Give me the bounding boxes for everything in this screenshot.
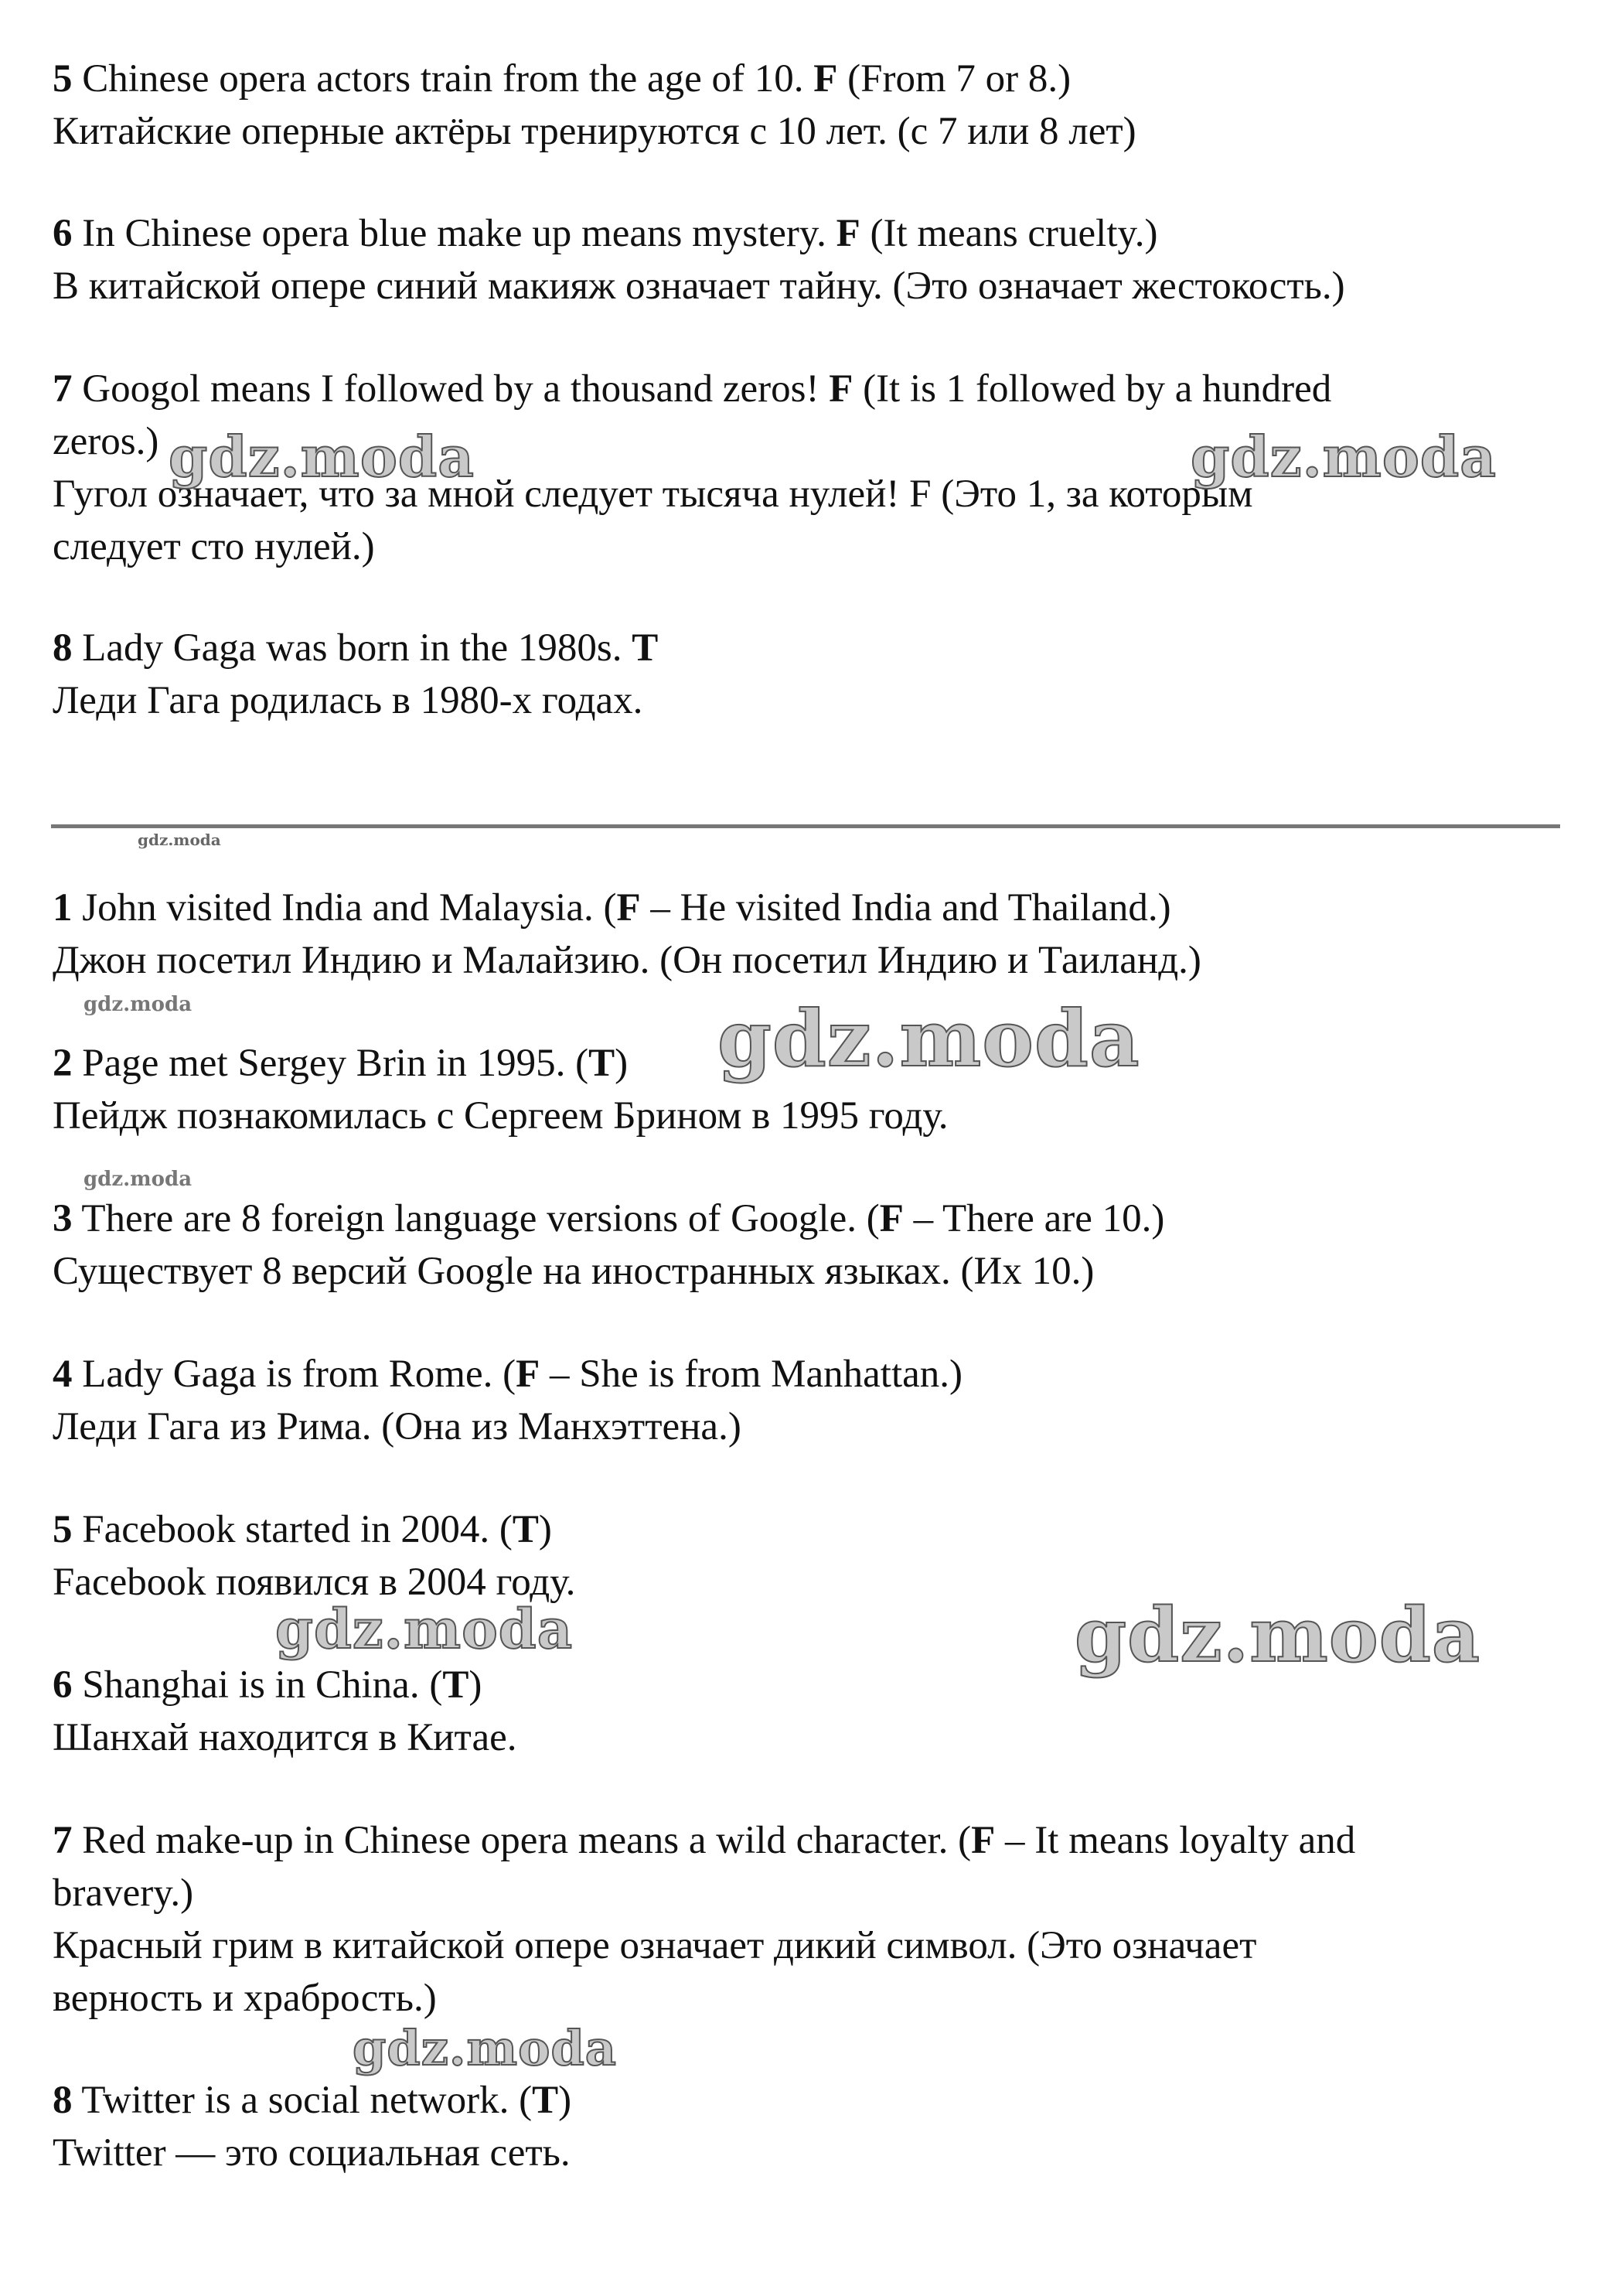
statement-text: Lady Gaga is from Rome. (	[82, 1353, 516, 1396]
item-number: 6	[53, 212, 73, 255]
statement-text: Shanghai is in China. (	[82, 1663, 443, 1707]
russian-translation: Пейдж познакомилась с Сергеем Брином в 1995 году.	[53, 1094, 949, 1138]
english-statement-continued: zeros.)	[53, 420, 159, 463]
russian-translation: Гугол означает, что за мной следует тысяча нулей! F (Это 1, за которым	[53, 473, 1253, 516]
item-number: 7	[53, 1819, 73, 1862]
answer-item-part2-4	[53, 1348, 1568, 1453]
correction-text: – It means loyalty and	[995, 1819, 1356, 1862]
answer-item-part2-1	[53, 882, 1568, 987]
verdict-mark: T	[512, 1508, 539, 1551]
correction-text: (From 7 or 8.)	[847, 57, 1072, 101]
english-statement	[53, 2074, 1568, 2127]
answer-item-part2-7	[53, 1814, 1568, 2025]
english-statement	[53, 363, 1568, 415]
russian-translation: Twitter — это социальная сеть.	[53, 2131, 571, 2175]
item-number: 8	[53, 2079, 73, 2122]
verdict-mark: T	[588, 1042, 615, 1085]
statement-text: Page met Sergey Brin in 1995. (	[82, 1042, 589, 1085]
english-statement	[53, 53, 1568, 105]
statement-text: Red make-up in Chinese opera means a wild character. (	[82, 1819, 972, 1862]
russian-translation: Шанхай находится в Китае.	[53, 1716, 517, 1759]
item-number: 1	[53, 886, 73, 930]
english-statement-continued: bravery.)	[53, 1871, 194, 1915]
verdict-mark: F	[516, 1353, 540, 1396]
statement-text: John visited India and Malaysia. (	[82, 886, 617, 930]
verdict-mark: T	[532, 2079, 559, 2122]
correction-text: – He visited India and Thailand.)	[640, 886, 1171, 930]
russian-translation: Леди Гага из Рима. (Она из Манхэттена.)	[53, 1405, 741, 1448]
verdict-mark: T	[632, 626, 659, 670]
statement-text: Chinese opera actors train from the age of 10.	[82, 57, 804, 101]
correction-text: (It is 1 followed by a hundred	[863, 367, 1332, 411]
item-number: 4	[53, 1353, 73, 1396]
watermark-small: gdz.moda	[83, 1168, 193, 1191]
section-divider	[51, 824, 1560, 828]
statement-text: Facebook started in 2004. (	[82, 1508, 513, 1551]
russian-translation-continued: следует сто нулей.)	[53, 525, 375, 568]
english-statement	[53, 1814, 1568, 1867]
verdict-mark: F	[971, 1819, 996, 1862]
verdict-mark: F	[879, 1197, 904, 1240]
answer-item-part2-3	[53, 1192, 1568, 1298]
russian-translation: Facebook появился в 2004 году.	[53, 1561, 576, 1604]
answer-item-part2-8	[53, 2074, 1568, 2179]
verdict-mark: F	[836, 212, 860, 255]
russian-translation-continued: верность и храбрость.)	[53, 1977, 437, 2020]
correction-text: )	[468, 1663, 482, 1707]
english-statement	[53, 1503, 1568, 1556]
watermark: gdz.moda	[169, 424, 475, 490]
correction-text: – There are 10.)	[903, 1197, 1165, 1240]
item-number: 2	[53, 1042, 73, 1085]
english-statement	[53, 207, 1568, 260]
english-statement	[53, 622, 1568, 674]
english-statement	[53, 1348, 1568, 1400]
statement-text: In Chinese opera blue make up means mystery.	[82, 212, 826, 255]
watermark: gdz.moda	[1075, 1592, 1481, 1679]
russian-translation: Китайские оперные актёры тренируются с 10 лет. (с 7 или 8 лет)	[53, 110, 1136, 153]
watermark: gdz.moda	[275, 1597, 574, 1661]
item-number: 7	[53, 367, 73, 411]
english-statement	[53, 1192, 1568, 1245]
russian-translation: Красный грим в китайской опере означает дикий символ. (Это означает	[53, 1924, 1257, 1967]
statement-text: Lady Gaga was born in the 1980s.	[82, 626, 622, 670]
item-number: 5	[53, 1508, 73, 1551]
statement-text: There are 8 foreign language versions of Google. (	[81, 1197, 880, 1240]
answer-item-part1-6	[53, 207, 1568, 312]
statement-text: Twitter is a social network. (	[81, 2079, 533, 2122]
item-number: 6	[53, 1663, 73, 1707]
answer-item-part1-5	[53, 53, 1568, 158]
correction-text: )	[538, 1508, 552, 1551]
item-number: 3	[53, 1197, 73, 1240]
verdict-mark: F	[813, 57, 838, 101]
russian-translation: Существует 8 версий Google на иностранных языках. (Их 10.)	[53, 1250, 1095, 1293]
correction-text: )	[615, 1042, 629, 1085]
answer-item-part1-8	[53, 622, 1568, 727]
verdict-mark: T	[442, 1663, 469, 1707]
russian-translation: В китайской опере синий макияж означает тайну. (Это означает жестокость.)	[53, 264, 1345, 308]
watermark: gdz.moda	[717, 993, 1140, 1084]
watermark-small: gdz.moda	[138, 831, 221, 849]
verdict-mark: F	[616, 886, 641, 930]
watermark: gdz.moda	[353, 2020, 617, 2076]
russian-translation: Джон посетил Индию и Малайзию. (Он посетил Индию и Таиланд.)	[53, 939, 1201, 982]
item-number: 8	[53, 626, 73, 670]
verdict-mark: F	[829, 367, 853, 411]
russian-translation: Леди Гага родилась в 1980-х годах.	[53, 679, 643, 722]
correction-text: (It means cruelty.)	[870, 212, 1158, 255]
item-number: 5	[53, 57, 73, 101]
watermark-small: gdz.moda	[83, 993, 193, 1016]
correction-text: )	[558, 2079, 572, 2122]
statement-text: Googol means I followed by a thousand zeros!	[82, 367, 819, 411]
english-statement	[53, 882, 1568, 934]
correction-text: – She is from Manhattan.)	[540, 1353, 963, 1396]
watermark: gdz.moda	[1191, 424, 1497, 490]
